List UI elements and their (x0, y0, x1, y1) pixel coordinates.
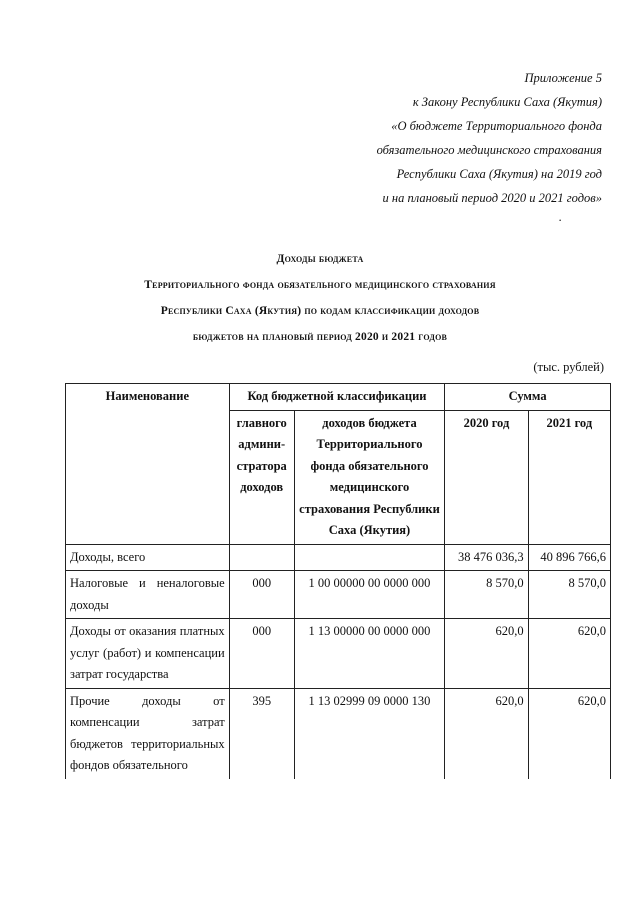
document-title (0, 246, 640, 350)
appendix-line: к Закону Республики Саха (Якутия) (412, 95, 602, 109)
row-code (294, 544, 444, 571)
appendix-line: и на плановый период 2020 и 2021 годов» (382, 191, 602, 205)
row-2021: 8 570,0 (528, 571, 610, 619)
appendix-line: Приложение 5 (524, 71, 602, 85)
appendix-line: «О бюджете Территориального фонда (391, 119, 602, 133)
row-2020: 38 476 036,3 (445, 544, 528, 571)
title-line: Доходы бюджета (276, 253, 364, 265)
appendix-line: Республики Саха (Якутия) на 2019 год (396, 167, 602, 181)
row-name: Доходы от оказания платных услуг (работ) и компенсации затрат государства (66, 619, 230, 689)
table-row (66, 688, 611, 779)
income-table (65, 383, 611, 779)
appendix-block (302, 66, 602, 224)
appendix-line: обязательного медицинского страхования (376, 143, 602, 157)
row-admin: 395 (229, 688, 294, 779)
row-2020: 620,0 (445, 619, 528, 689)
header-name: Наименование (66, 384, 230, 545)
table-row (66, 544, 611, 571)
title-line: Территориального фонда обязательного медицинского страхования (144, 279, 496, 291)
row-2021: 620,0 (528, 688, 610, 779)
table-row (66, 571, 611, 619)
row-2021: 620,0 (528, 619, 610, 689)
header-admin: главного админи-стратора доходов (229, 410, 294, 544)
title-line: бюджетов на плановый период 2020 и 2021 годов (192, 331, 448, 343)
row-code: 1 13 00000 00 0000 000 (294, 619, 444, 689)
row-name: Налоговые и неналоговые доходы (66, 571, 230, 619)
title-line: Республики Саха (Якутия) по кодам классификации доходов (160, 305, 480, 317)
row-name: Прочие доходы от компенсации затрат бюджетов территориальных фондов обязательного (66, 688, 230, 779)
row-2020: 8 570,0 (445, 571, 528, 619)
row-code: 1 00 00000 00 0000 000 (294, 571, 444, 619)
header-income: доходов бюджета Территориального фонда обязательного медицинского страхования Республики Саха (Якутия) (294, 410, 444, 544)
row-admin: 000 (229, 571, 294, 619)
appendix-dot: . (558, 210, 562, 224)
row-admin (229, 544, 294, 571)
row-name: Доходы, всего (66, 544, 230, 571)
row-2020: 620,0 (445, 688, 528, 779)
header-2021: 2021 год (528, 410, 610, 544)
units-label: (тыс. рублей) (533, 360, 604, 374)
table-row (66, 619, 611, 689)
header-code: Код бюджетной классификации (229, 384, 445, 411)
header-sum: Сумма (445, 384, 611, 411)
header-2020: 2020 год (445, 410, 528, 544)
row-code: 1 13 02999 09 0000 130 (294, 688, 444, 779)
row-admin: 000 (229, 619, 294, 689)
row-2021: 40 896 766,6 (528, 544, 610, 571)
